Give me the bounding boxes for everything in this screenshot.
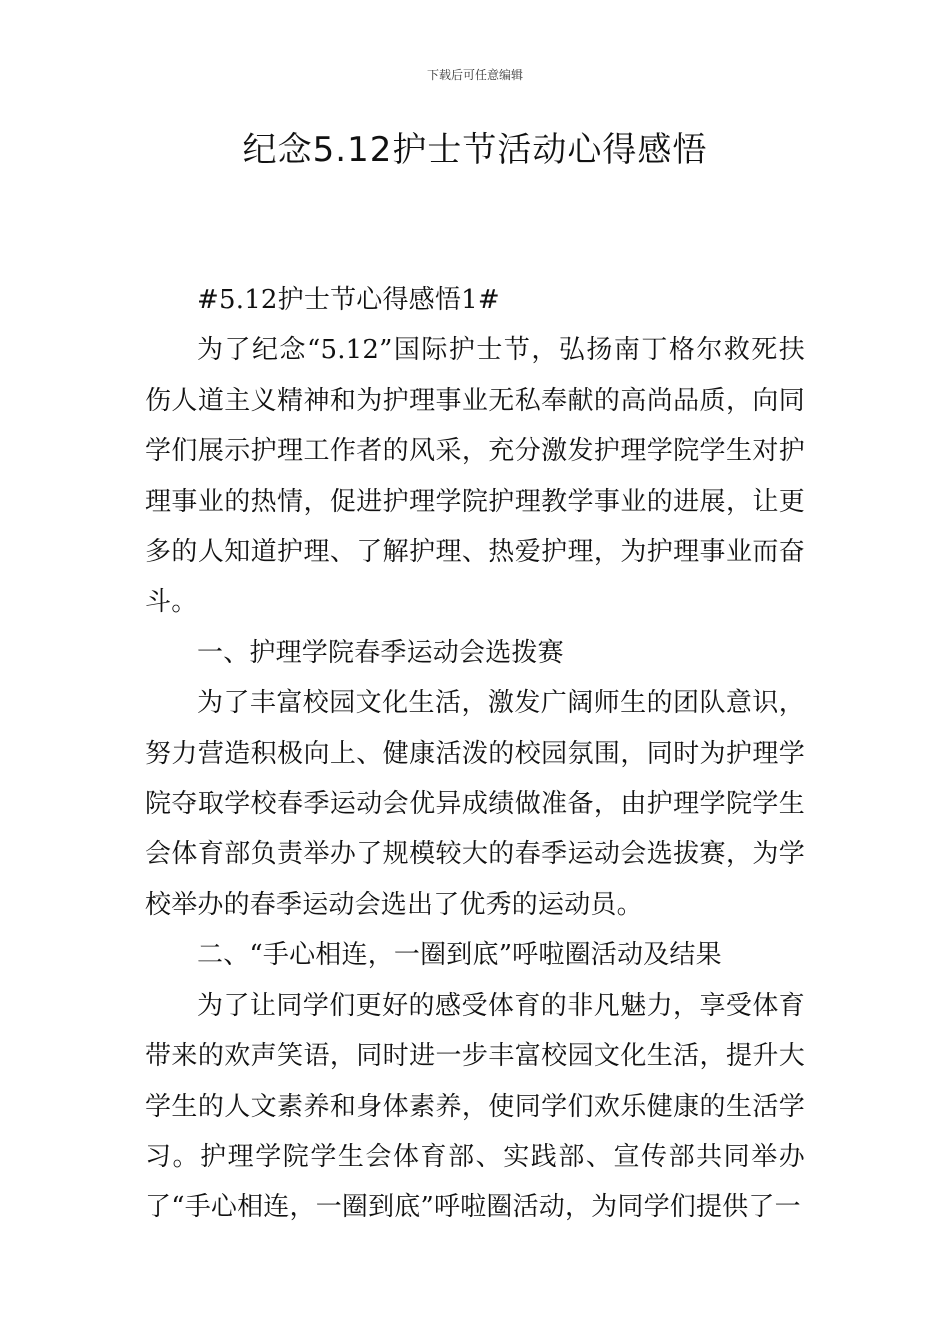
section-heading-1: #5.12护士节心得感悟1# xyxy=(197,285,500,315)
body-paragraph-intro: 为了纪念“5.12”国际护士节，弘扬南丁格尔救死扶伤人道主义精神和为护理事业无私奉献的高尚品质，向同学们展示护理工作者的风采，充分激发护理学院学生对护理事业的热情，促进护理学院护理教学事业的进展，让更多的人知道护理、了解护理、热爱护理，为护理事业而奋斗。 xyxy=(145,335,805,618)
section-heading-hula-hoop: 二、“手心相连，一圈到底”呼啦圈活动及结果 xyxy=(197,940,722,971)
section-heading-sports-meet: 一、护理学院春季运动会选拨赛 xyxy=(197,637,564,668)
document-title: 纪念5.12护士节活动心得感悟 xyxy=(242,130,708,170)
body-paragraph-hula-hoop: 为了让同学们更好的感受体育的非凡魅力，享受体育带来的欢声笑语，同时进一步丰富校园文化生活，提升大学生的人文素养和身体素养，使同学们欢乐健康的生活学习。护理学院学生会体育部、实践部、宣传部共同举办了“手心相连，一圈到底”呼啦圈活动，为同学们提供了一 xyxy=(145,990,805,1223)
body-paragraph-sports-meet: 为了丰富校园文化生活，激发广阔师生的团队意识，努力营造积极向上、健康活泼的校园氛围，同时为护理学院夺取学校春季运动会优异成绩做准备，由护理学院学生会体育部负责举办了规模较大的春季运动会选拔赛，为学校举办的春季运动会选出了优秀的运动员。 xyxy=(145,688,805,920)
header-note: 下载后可任意编辑 xyxy=(426,68,523,82)
document-body xyxy=(145,275,805,1233)
